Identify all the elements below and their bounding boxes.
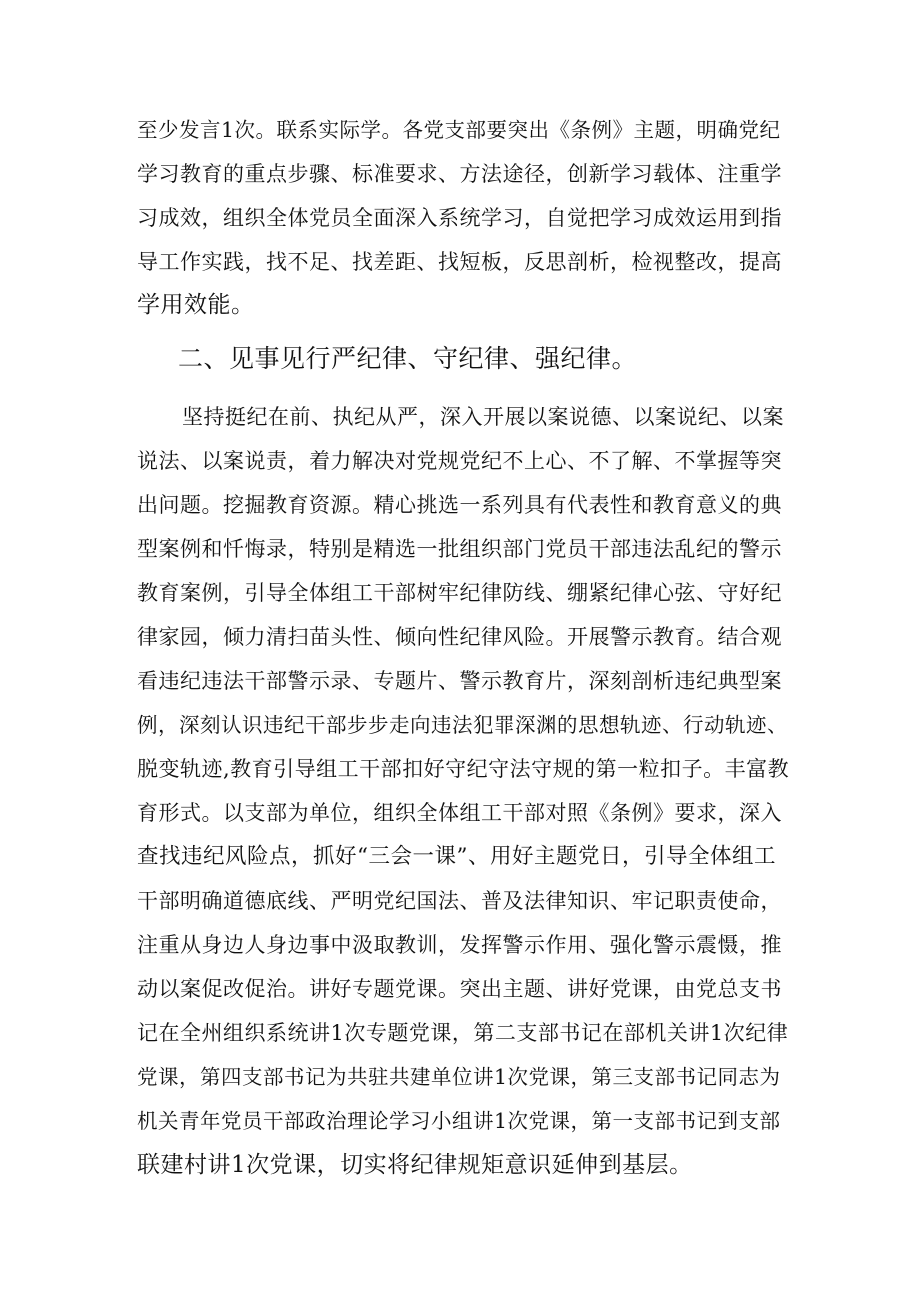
paragraph-line: 看违纪违法干部警示录、专题片、警示教育片，深刻剖析违纪典型案 <box>137 669 782 693</box>
paragraph-line: 型案例和忏悔录，特别是精选一批组织部门党员干部违法乱纪的警示 <box>137 537 782 561</box>
paragraph-line: 党课，第四支部书记为共驻共建单位讲1次党课，第三支部书记同志为 <box>137 1065 781 1089</box>
paragraph-line: 习成效，组织全体党员全面深入系统学习，自觉把学习成效运用到指 <box>137 206 782 230</box>
paragraph-line: 脱变轨迹,教育引导组工干部扣好守纪守法守规的第一粒扣子。丰富教 <box>137 757 790 781</box>
paragraph-line: 动以案促改促治。讲好专题党课。突出主题、讲好党课，由党总支书 <box>137 977 782 1001</box>
paragraph-line: 记在全州组织系统讲1次专题党课，第二支部书记在部机关讲1次纪律 <box>137 1021 789 1045</box>
paragraph-line: 教育案例，引导全体组工干部树牢纪律防线、绷紧纪律心弦、守好纪 <box>137 581 782 605</box>
paragraph-line: 注重从身边人身边事中汲取教训，发挥警示作用、强化警示震慑，推 <box>137 933 782 957</box>
paragraph-line: 查找违纪风险点，抓好“三会一课”、用好主题党日，引导全体组工 <box>137 844 776 869</box>
paragraph-line: 至少发言1次。联系实际学。各党支部要突出《条例》主题，明确党纪 <box>137 118 781 142</box>
paragraph-line: 干部明确道德底线、严明党纪国法、普及法律知识、牢记职责使命， <box>137 889 782 913</box>
paragraph-line: 机关青年党员干部政治理论学习小组讲1次党课，第一支部书记到支部 <box>137 1109 781 1133</box>
section-heading: 二、见事见行严纪律、守纪律、强纪律。 <box>178 344 638 373</box>
paragraph-line: 育形式。以支部为单位，组织全体组工干部对照《条例》要求，深入 <box>137 801 782 825</box>
paragraph-line: 导工作实践，找不足、找差距、找短板，反思剖析，检视整改，提高 <box>137 250 782 274</box>
paragraph-line: 说法、以案说责，着力解决对党规党纪不上心、不了解、不掌握等突 <box>137 449 782 473</box>
paragraph-line: 学习教育的重点步骤、标准要求、方法途径，创新学习载体、注重学 <box>137 162 782 186</box>
paragraph-line: 联建村讲1次党课，切实将纪律规矩意识延伸到基层。 <box>137 1152 693 1178</box>
paragraph-line: 出问题。挖掘教育资源。精心挑选一系列具有代表性和教育意义的典 <box>137 493 782 517</box>
paragraph-line: 例，深刻认识违纪干部步步走向违法犯罪深渊的思想轨迹、行动轨迹、 <box>137 713 788 737</box>
paragraph-line: 学用效能。 <box>137 292 255 318</box>
paragraph-line: 律家园，倾力清扫苗头性、倾向性纪律风险。开展警示教育。结合观 <box>137 625 782 649</box>
paragraph-line: 坚持挺纪在前、执纪从严，深入开展以案说德、以案说纪、以案 <box>182 405 784 429</box>
